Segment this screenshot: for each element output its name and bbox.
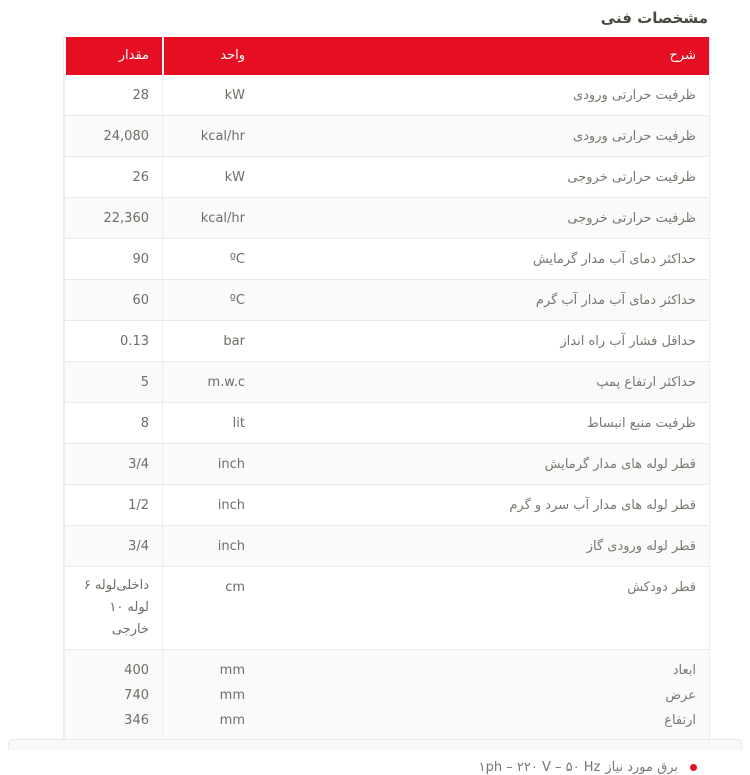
unit-cell: m.w.c — [162, 362, 258, 402]
value-cell: 0.13 — [64, 321, 162, 361]
value-cell: 28 — [64, 75, 162, 115]
value-cell: 8 — [64, 403, 162, 443]
table-row — [64, 444, 709, 485]
description-cell: ظرفیت حرارتی خروجی — [567, 169, 696, 185]
value-cell: ۶ لولهداخلی ۱۰ لولهخارجی — [64, 567, 162, 649]
table-row — [64, 321, 709, 362]
footnote-label: برق مورد نیاز — [605, 760, 678, 775]
description-cell: حداکثر دمای آب مدار گرمایش — [532, 251, 696, 267]
unit-cell: kW — [162, 75, 258, 115]
table-row — [64, 280, 709, 321]
value-cell: 60 — [64, 280, 162, 320]
spec-table — [63, 37, 710, 743]
value-cell: 3/4 — [64, 526, 162, 566]
unit-cell: kcal/hr — [162, 116, 258, 156]
next-section-edge — [8, 739, 742, 750]
footnote-power-requirement — [63, 760, 710, 775]
unit-cell: inch — [162, 444, 258, 484]
table-header-row — [64, 37, 709, 75]
header-unit: واحد — [162, 37, 258, 75]
description-cell: حداکثر ارتفاع پمپ — [596, 374, 696, 390]
description-cell: قطر لوله ورودی گاز — [586, 538, 696, 554]
description-cell: قطر لوله های مدار آب سرد و گرم — [509, 497, 696, 513]
table-row — [64, 485, 709, 526]
description-cell: قطر دودکش — [627, 580, 696, 595]
value-cell: 400 740 346 — [64, 650, 162, 741]
description-cell: ظرفیت حرارتی خروجی — [567, 210, 696, 226]
page-title: مشخصات فنی — [600, 9, 708, 27]
value-cell: 3/4 — [64, 444, 162, 484]
unit-cell: lit — [162, 403, 258, 443]
table-row — [64, 239, 709, 280]
table-row — [64, 650, 709, 742]
unit-cell: inch — [162, 485, 258, 525]
spec-section — [63, 0, 710, 775]
description-cell: ظرفیت حرارتی ورودی — [572, 128, 696, 144]
table-row — [64, 116, 709, 157]
table-row — [64, 198, 709, 239]
description-cell: ظرفیت حرارتی ورودی — [572, 87, 696, 103]
value-cell: 90 — [64, 239, 162, 279]
value-cell: 5 — [64, 362, 162, 402]
unit-cell: ºC — [162, 280, 258, 320]
bullet-icon — [690, 764, 697, 771]
unit-cell: ºC — [162, 239, 258, 279]
unit-cell: inch — [162, 526, 258, 566]
table-row — [64, 157, 709, 198]
value-cell: 22,360 — [64, 198, 162, 238]
description-cell: قطر لوله های مدار گرمایش — [544, 456, 696, 472]
table-row — [64, 567, 709, 650]
value-cell: 24,080 — [64, 116, 162, 156]
description-cell: حداکثر دمای آب مدار آب گرم — [535, 292, 696, 308]
table-row — [64, 75, 709, 116]
table-body — [64, 75, 709, 742]
value-cell: 1/2 — [64, 485, 162, 525]
description-cell: حداقل فشار آب راه انداز — [560, 333, 696, 349]
header-value: مقدار — [64, 37, 162, 75]
value-cell: 26 — [64, 157, 162, 197]
unit-cell: kcal/hr — [162, 198, 258, 238]
table-row — [64, 362, 709, 403]
footnote-value: ۱ph – ۲۲۰ V – ۵۰ Hz — [478, 760, 601, 775]
unit-cell: kW — [162, 157, 258, 197]
description-cell: ابعاد عرض ارتفاع — [664, 663, 696, 728]
unit-cell: cm — [162, 567, 258, 649]
table-row — [64, 403, 709, 444]
description-cell: ظرفیت منبع انبساط — [586, 415, 696, 431]
header-description: شرح — [258, 37, 709, 75]
unit-cell: bar — [162, 321, 258, 361]
unit-cell: mm mm mm — [162, 650, 258, 741]
table-row — [64, 526, 709, 567]
